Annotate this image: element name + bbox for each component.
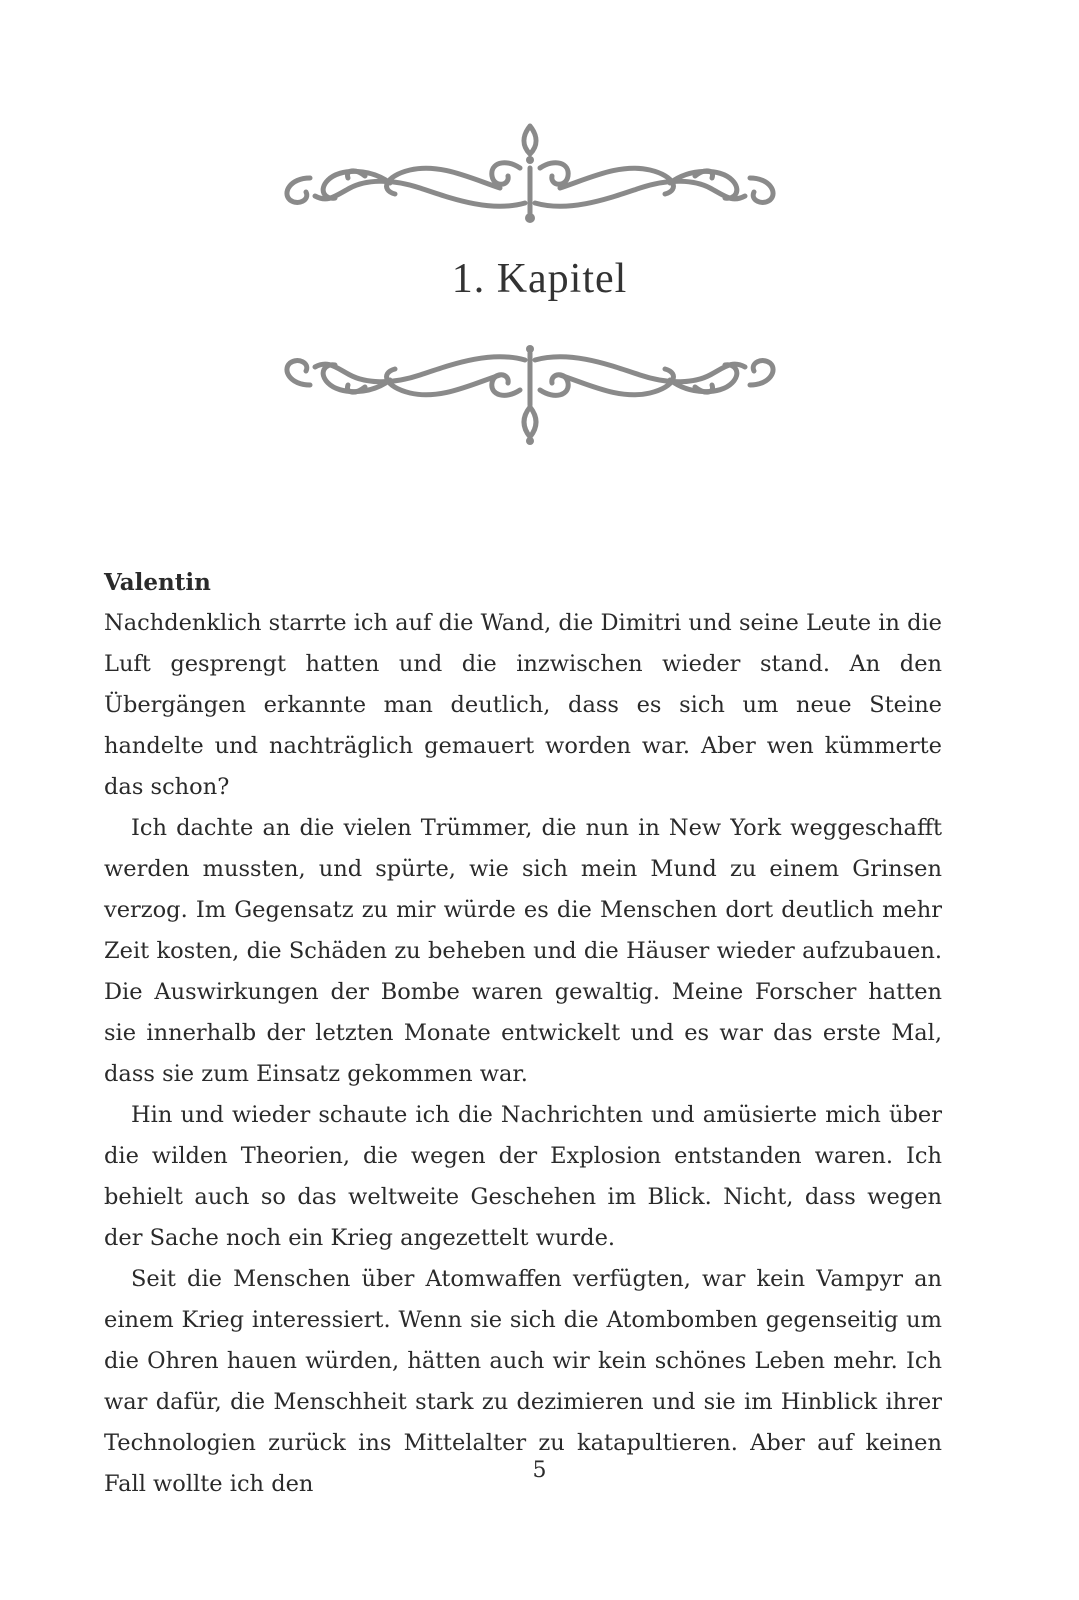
- paragraph: Seit die Menschen über Atomwaffen verfügten, war kein Vampyr an einem Krieg interessiert. Wenn sie sich die Atombomben gegenseitig um die Ohren hauen würden, hätten auch wir kein schönes Leben mehr. Ich war dafür, die Menschheit stark zu dezimieren und sie im Hinblick ihrer Technologien zurück ins Mittelalter zu katapultieren. Aber auf keinen Fall wollte ich den: [104, 1266, 942, 1497]
- speaker-name: Valentin: [104, 569, 211, 596]
- paragraph: Hin und wieder schaute ich die Nachrichten und amüsierte mich über die wilden Theorien, die wegen der Explosion entstanden waren. Ich behielt auch so das weltweite Geschehen im Blick. Nicht, dass wegen der Sache noch ein Krieg angezettelt wurde.: [104, 1102, 942, 1251]
- flourish-ornament-icon: [270, 118, 790, 228]
- page-number: 5: [532, 1458, 547, 1483]
- flourish-ornament-icon: [270, 335, 790, 450]
- paragraph: Ich dachte an die vielen Trümmer, die nun in New York weggeschafft werden mussten, und spürte, wie sich mein Mund zu einem Grinsen verzog. Im Gegensatz zu mir würde es die Menschen dort deutlich mehr Zeit kosten, die Schäden zu beheben und die Häuser wieder aufzubauen. Die Auswirkungen der Bombe waren gewaltig. Meine Forscher hatten sie innerhalb der letzten Monate entwickelt und es war das erste Mal, dass sie zum Einsatz gekommen war.: [104, 815, 942, 1087]
- chapter-title: 1. Kapitel: [451, 256, 628, 302]
- paragraph: Nachdenklich starrte ich auf die Wand, die Dimitri und seine Leute in die Luft gesprengt hatten und die inzwischen wieder stand. An den Übergängen erkannte man deutlich, dass es sich um neue Steine handelte und nachträglich gemauert worden war. Aber wen kümmerte das schon?: [104, 610, 942, 800]
- chapter-body: [104, 562, 942, 1505]
